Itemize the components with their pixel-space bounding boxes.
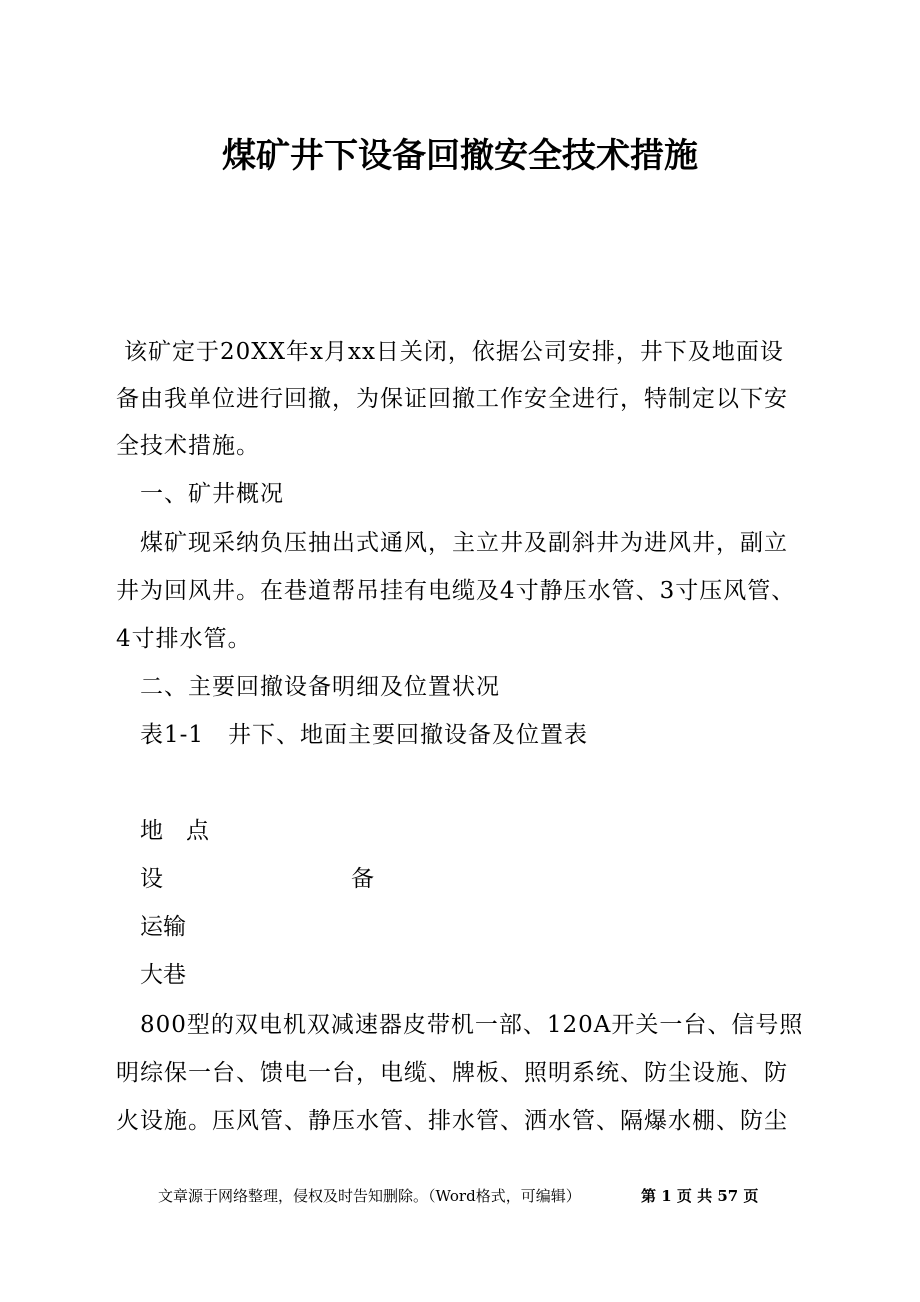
table-caption: 表1-1 井下、地面主要回撤设备及位置表 — [140, 722, 589, 748]
section1-line-1: 煤矿现采纳负压抽出式通风，主立井及副斜井为进风井，副立 — [140, 530, 788, 556]
table-row1-location-part2: 大巷 — [140, 962, 186, 988]
document-title: 煤矿井下设备回撤安全技术措施 — [222, 136, 698, 176]
intro-line-2: 备由我单位进行回撤，为保证回撤工作安全进行，特制定以下安 — [116, 386, 788, 412]
section1-heading: 一、矿井概况 — [140, 481, 284, 507]
table-row1-location-part1: 运输 — [140, 914, 186, 940]
footer-source-note: 文章源于网络整理，侵权及时告知删除。（Word格式，可编辑） — [158, 1187, 581, 1205]
intro-line-3: 全技术措施。 — [116, 433, 260, 459]
intro-line-1: 该矿定于20XX年x月xx日关闭，依据公司安排，井下及地面设 — [124, 339, 784, 365]
section1-line-3: 4寸排水管。 — [116, 626, 252, 652]
section1-line-2: 井为回风井。在巷道帮吊挂有电缆及4寸静压水管、3寸压风管、 — [116, 578, 796, 604]
table-header-equipment-part2: 备 — [351, 866, 374, 892]
table-row1-equipment-line-2: 明综保一台、馈电一台，电缆、牌板、照明系统、防尘设施、防 — [116, 1060, 788, 1086]
footer-page-number: 第 1 页 共 57 页 — [641, 1187, 759, 1205]
table-header-location: 地 点 — [140, 818, 209, 844]
table-row1-equipment-line-3: 火设施。压风管、静压水管、排水管、洒水管、隔爆水棚、防尘 — [116, 1108, 788, 1134]
table-row1-equipment-line-1: 800型的双电机双减速器皮带机一部、120A开关一台、信号照 — [140, 1012, 804, 1038]
table-header-equipment-part1: 设 — [140, 866, 163, 892]
section2-heading: 二、主要回撤设备明细及位置状况 — [140, 674, 500, 700]
